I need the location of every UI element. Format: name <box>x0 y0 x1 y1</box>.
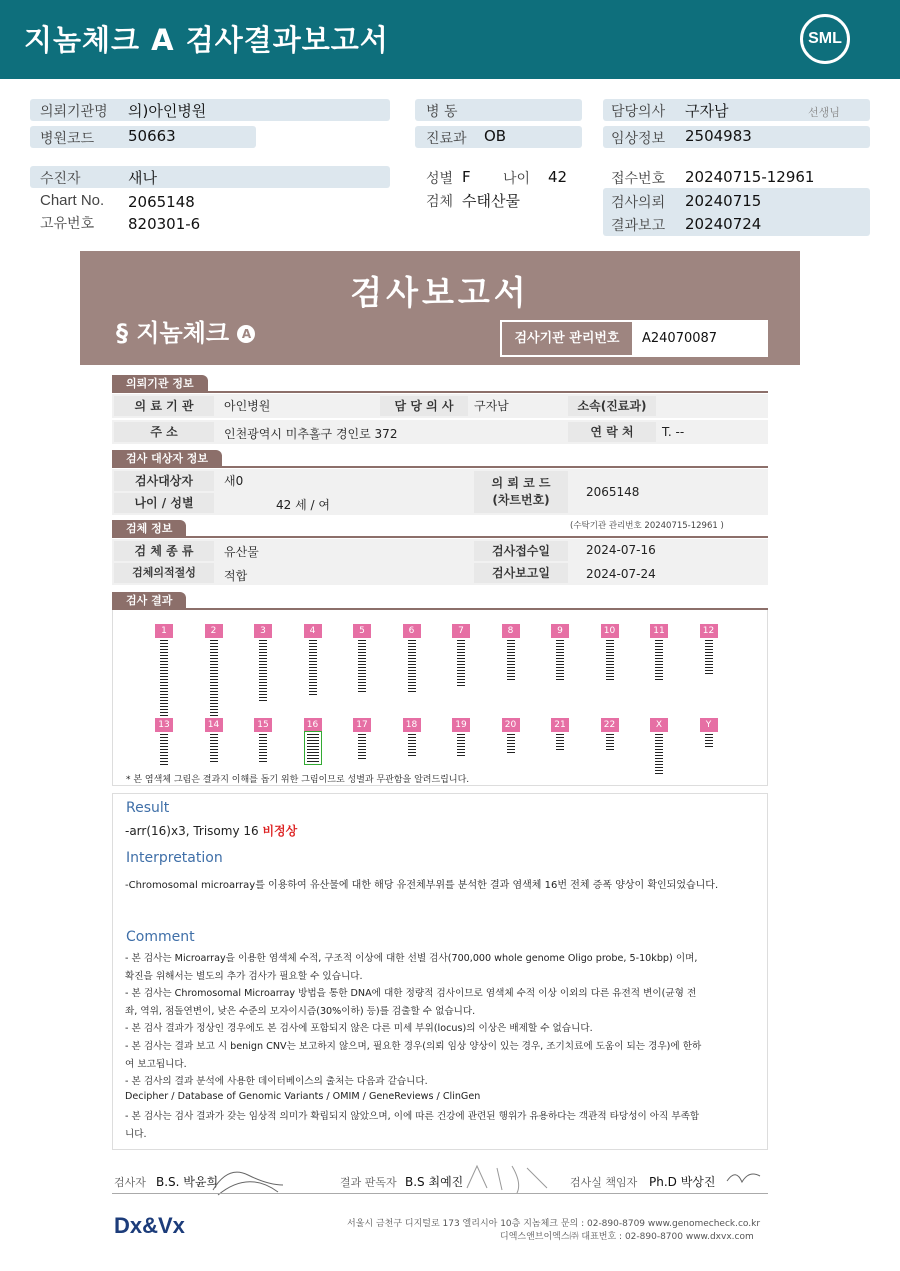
chromosome-label: 5 <box>353 624 371 638</box>
footer-line-2: 디엑스앤브이엑스㈜ 대표번호 : 02-890-8700 www.dxvx.com <box>500 1232 754 1242</box>
code-label <box>474 471 568 513</box>
brand-mark: A <box>237 325 255 343</box>
chr-note: * 본 염색체 그림은 결과지 이해를 돕기 위한 그림이므로 성별과 무관함을 알려드립니다. <box>126 775 470 785</box>
doctor-label: 담당의사 <box>611 104 666 120</box>
chromosome-10 <box>601 624 619 680</box>
agesex-label: 나이 / 성별 <box>114 493 214 513</box>
chromosome-bands <box>606 734 614 752</box>
comment-line: - 본 검사는 Microarray을 이용한 염색체 수적, 구조적 이상에 대한 선별 검사(700,000 whole genome Oligo probe, 5-10kbp) 이며, <box>125 953 698 964</box>
mgmt-value: A24070087 <box>642 331 718 346</box>
comment-line: Decipher / Database of Genomic Variants / OMIM / GeneReviews / ClinGen <box>125 1090 481 1102</box>
inst-label: 의 료 기 관 <box>114 396 214 416</box>
inst-value: 아인병원 <box>224 399 271 413</box>
karyogram <box>112 610 768 786</box>
code-label-2: (차트번호) <box>492 493 550 507</box>
chromosome-bands <box>408 734 416 758</box>
report-header <box>80 251 800 365</box>
doctor-suffix: 선생님 <box>808 106 840 119</box>
recvdate-value: 2024-07-16 <box>586 543 656 557</box>
age-label: 나이 <box>503 171 531 187</box>
chromosome-22 <box>601 718 619 752</box>
dxvx-logo: Dx&Vx <box>114 1213 185 1238</box>
patient-row <box>30 166 390 188</box>
chart-label: Chart No. <box>40 192 105 209</box>
chromosome-bands <box>259 734 267 762</box>
comment-heading: Comment <box>126 929 195 945</box>
chromosome-bands <box>507 734 515 754</box>
sig2-name: B.S 최예진 <box>405 1175 464 1189</box>
sml-logo: SML <box>800 14 850 64</box>
chromosome-bands <box>507 640 515 682</box>
comment-line: - 본 검사 결과가 정상인 경우에도 본 검사에 포함되지 않은 다른 미세 부위(locus)의 이상은 배제할 수 없습니다. <box>125 1023 593 1035</box>
chromosome-16 <box>304 718 322 762</box>
chromosome-bands <box>210 734 218 762</box>
chromosome-12 <box>700 624 718 676</box>
section-specimen: 검체 정보 <box>112 520 186 537</box>
page-title: 지놈체크 A 검사결과보고서 <box>24 23 389 57</box>
code-value: 2065148 <box>586 485 640 499</box>
patient-value: 새나 <box>128 169 157 187</box>
signature-3 <box>724 1166 764 1190</box>
comment-line: 확진을 위해서는 별도의 추가 검사가 필요할 수 있습니다. <box>125 970 363 982</box>
chromosome-label: 9 <box>551 624 569 638</box>
comment-line: - 본 검사의 결과 분석에 사용한 데이터베이스의 출처는 다음과 같습니다. <box>125 1076 428 1088</box>
clin-value: 2504983 <box>685 127 752 145</box>
specimen-label: 검체 <box>426 194 454 210</box>
chromosome-label: X <box>650 718 668 732</box>
chromosome-label: 10 <box>601 624 619 638</box>
chromosome-bands <box>556 734 564 750</box>
chromosome-label: 16 <box>304 718 322 732</box>
footer-line-1: 서울시 금천구 디지털로 173 엘리시아 10층 지놈체크 문의 : 02-890-8709 www.genomecheck.co.kr <box>347 1219 761 1229</box>
chromosome-label: 13 <box>155 718 173 732</box>
chromosome-bands <box>705 734 713 748</box>
chromosome-17 <box>353 718 371 760</box>
patient-label: 수진자 <box>40 171 81 187</box>
chromosome-5 <box>353 624 371 694</box>
chromosome-6 <box>403 624 421 692</box>
recv-label: 접수번호 <box>611 171 666 187</box>
section-inst: 의뢰기관 정보 <box>112 375 208 392</box>
comment-line: - 본 검사는 결과 보고 시 benign CNV는 보고하지 않으며, 필요한 경우(의뢰 임상 양상이 있는 경우, 조기치료에 도움이 되는 경우)에 한하 <box>125 1041 702 1052</box>
chromosome-label: 15 <box>254 718 272 732</box>
chromosome-bands <box>457 734 465 756</box>
chromosome-3 <box>254 624 272 702</box>
chromosome-19 <box>452 718 470 756</box>
chart-value: 2065148 <box>128 193 195 211</box>
reqdate-label: 검사의뢰 <box>611 195 666 211</box>
ext-mgmt-note: (수탁기관 관리번호 20240715-12961 ) <box>570 521 724 531</box>
doctor-value: 구자남 <box>685 102 729 120</box>
clin-label: 임상정보 <box>611 131 666 147</box>
chromosome-label: 17 <box>353 718 371 732</box>
chromosome-bands <box>309 640 317 696</box>
chromosome-label: 3 <box>254 624 272 638</box>
sig1-label: 검사자 <box>114 1176 146 1189</box>
chromosome-1 <box>155 624 173 716</box>
chromosome-label: 14 <box>205 718 223 732</box>
chromosome-9 <box>551 624 569 680</box>
comment-line: 니다. <box>125 1129 147 1140</box>
subj-label: 검사대상자 <box>114 471 214 491</box>
comment-line: - 본 검사는 Chromosomal Microarray 방법을 통한 DNA에 대한 정량적 검사이므로 염색체 수적 이상 이외의 다른 유전적 변이(균형 전 <box>125 988 697 1000</box>
repdate-value: 20240724 <box>685 215 762 233</box>
comment-line: 여 보고됩니다. <box>125 1058 187 1070</box>
uid-value: 820301-6 <box>128 215 201 233</box>
addr-label: 주 소 <box>114 422 214 442</box>
result-text <box>125 822 297 839</box>
subj-value: 새0 <box>224 474 244 488</box>
chromosome-14 <box>205 718 223 762</box>
fit-label: 검체의적절성 <box>114 563 214 583</box>
chromosome-label: 22 <box>601 718 619 732</box>
chromosome-7 <box>452 624 470 686</box>
chromosome-bands <box>160 640 168 716</box>
repdate-label: 결과보고 <box>611 218 666 234</box>
hosp-code-value: 50663 <box>128 127 176 145</box>
result-box <box>112 793 768 1150</box>
specimen-value: 수태산물 <box>462 192 520 210</box>
chromosome-bands <box>655 640 663 680</box>
top-banner <box>0 0 900 79</box>
tel-label: 연 락 처 <box>568 422 656 442</box>
recv-value: 20240715-12961 <box>685 168 815 186</box>
agesex-value: 42 세 / 여 <box>276 498 330 512</box>
chromosome-bands <box>408 640 416 692</box>
sig3-name: Ph.D 박상진 <box>649 1175 716 1189</box>
repdate-label-2: 검사보고일 <box>474 563 568 583</box>
chromosome-label: 20 <box>502 718 520 732</box>
chromosome-label: 1 <box>155 624 173 638</box>
age-value: 42 <box>548 168 568 186</box>
spec-label: 검 체 종 류 <box>114 541 214 561</box>
signature-2 <box>462 1158 552 1198</box>
chromosome-bands <box>358 734 366 760</box>
chromosome-label: 12 <box>700 624 718 638</box>
tel-value: T. -- <box>662 425 685 439</box>
dna-icon: § <box>116 319 137 347</box>
chromosome-label: 19 <box>452 718 470 732</box>
section-line <box>112 466 768 468</box>
footer-divider <box>112 1193 768 1194</box>
mgmt-box <box>500 320 768 357</box>
chromosome-18 <box>403 718 421 758</box>
chromosome-bands <box>556 640 564 680</box>
sex-label: 성별 <box>426 171 454 187</box>
ward-label: 병 동 <box>426 104 458 120</box>
spec-value: 유산물 <box>224 545 259 559</box>
req-inst-value: 의)아인병원 <box>128 102 207 120</box>
result-value: -arr(16)x3, Trisomy 16 <box>125 824 259 838</box>
signature-1 <box>208 1160 288 1202</box>
sig3-label: 검사실 책임자 <box>570 1176 638 1189</box>
chromosome-label: 8 <box>502 624 520 638</box>
interp-text: -Chromosomal microarray를 이용하여 유산물에 대한 해당 유전체부위를 분석한 결과 염색체 16번 전체 증폭 양상이 확인되었습니다. <box>125 880 719 891</box>
chromosome-label: 21 <box>551 718 569 732</box>
chromosome-bands <box>307 734 319 762</box>
section-result: 검사 결과 <box>112 592 186 609</box>
sig1-name: B.S. 박윤희 <box>156 1175 219 1189</box>
recvdate-label: 검사접수일 <box>474 541 568 561</box>
fit-value: 적합 <box>224 569 248 583</box>
dept-label: 진료과 <box>426 131 467 147</box>
chromosome-bands <box>259 640 267 702</box>
chromosome-bands <box>210 640 218 716</box>
chromosome-label: 6 <box>403 624 421 638</box>
sig2-label: 결과 판독자 <box>340 1176 397 1189</box>
chromosome-bands <box>457 640 465 686</box>
addr-value: 인천광역시 미추홀구 경인로 372 <box>224 427 398 441</box>
section-line <box>112 391 768 393</box>
req-inst-label: 의뢰기관명 <box>40 104 108 120</box>
chromosome-bands <box>160 734 168 766</box>
chromosome-13 <box>155 718 173 766</box>
comment-line: - 본 검사는 검사 결과가 갖는 임상적 의미가 확립되지 않았으며, 이에 따른 건강에 관련된 행위가 유용하다는 객관적 타당성이 아직 부족합 <box>125 1111 700 1123</box>
section-subject: 검사 대상자 정보 <box>112 450 222 467</box>
chromosome-4 <box>304 624 322 696</box>
chromosome-bands <box>705 640 713 676</box>
chromosome-2 <box>205 624 223 716</box>
interp-heading: Interpretation <box>126 850 223 866</box>
doc-label: 담 당 의 사 <box>380 396 468 416</box>
result-heading: Result <box>126 800 170 816</box>
mgmt-label: 검사기관 관리번호 <box>502 322 632 355</box>
chromosome-Y <box>700 718 718 748</box>
doc-value: 구자남 <box>474 399 509 413</box>
chromosome-X <box>650 718 668 774</box>
chromosome-label: Y <box>700 718 718 732</box>
brand-name: 지놈체크 <box>136 319 230 347</box>
chromosome-21 <box>551 718 569 750</box>
chromosome-11 <box>650 624 668 680</box>
chromosome-20 <box>502 718 520 754</box>
uid-label: 고유번호 <box>40 216 95 232</box>
chromosome-label: 2 <box>205 624 223 638</box>
chromosome-label: 4 <box>304 624 322 638</box>
dept-value: OB <box>484 127 507 145</box>
chromosome-bands <box>655 734 663 774</box>
chromosome-8 <box>502 624 520 682</box>
sex-value: F <box>462 168 471 186</box>
reqdate-value: 20240715 <box>685 192 762 210</box>
chromosome-15 <box>254 718 272 762</box>
code-label-1: 의 뢰 코 드 <box>491 476 551 490</box>
chromosome-label: 18 <box>403 718 421 732</box>
report-title: 검사보고서 <box>350 273 530 312</box>
chromosome-bands <box>606 640 614 680</box>
result-flag: 비정상 <box>262 824 298 838</box>
chromosome-label: 11 <box>650 624 668 638</box>
chromosome-label: 7 <box>452 624 470 638</box>
section-line <box>112 536 768 538</box>
repdate-value-2: 2024-07-24 <box>586 567 656 581</box>
brand-logo <box>116 313 255 348</box>
affil-label: 소속(진료과) <box>568 396 656 416</box>
hosp-code-label: 병원코드 <box>40 131 95 147</box>
comment-line: 좌, 역위, 점돌연변이, 낮은 수준의 모자이시즘(30%이하) 등)를 검출할 수 없습니다. <box>125 1005 476 1017</box>
chromosome-bands <box>358 640 366 694</box>
